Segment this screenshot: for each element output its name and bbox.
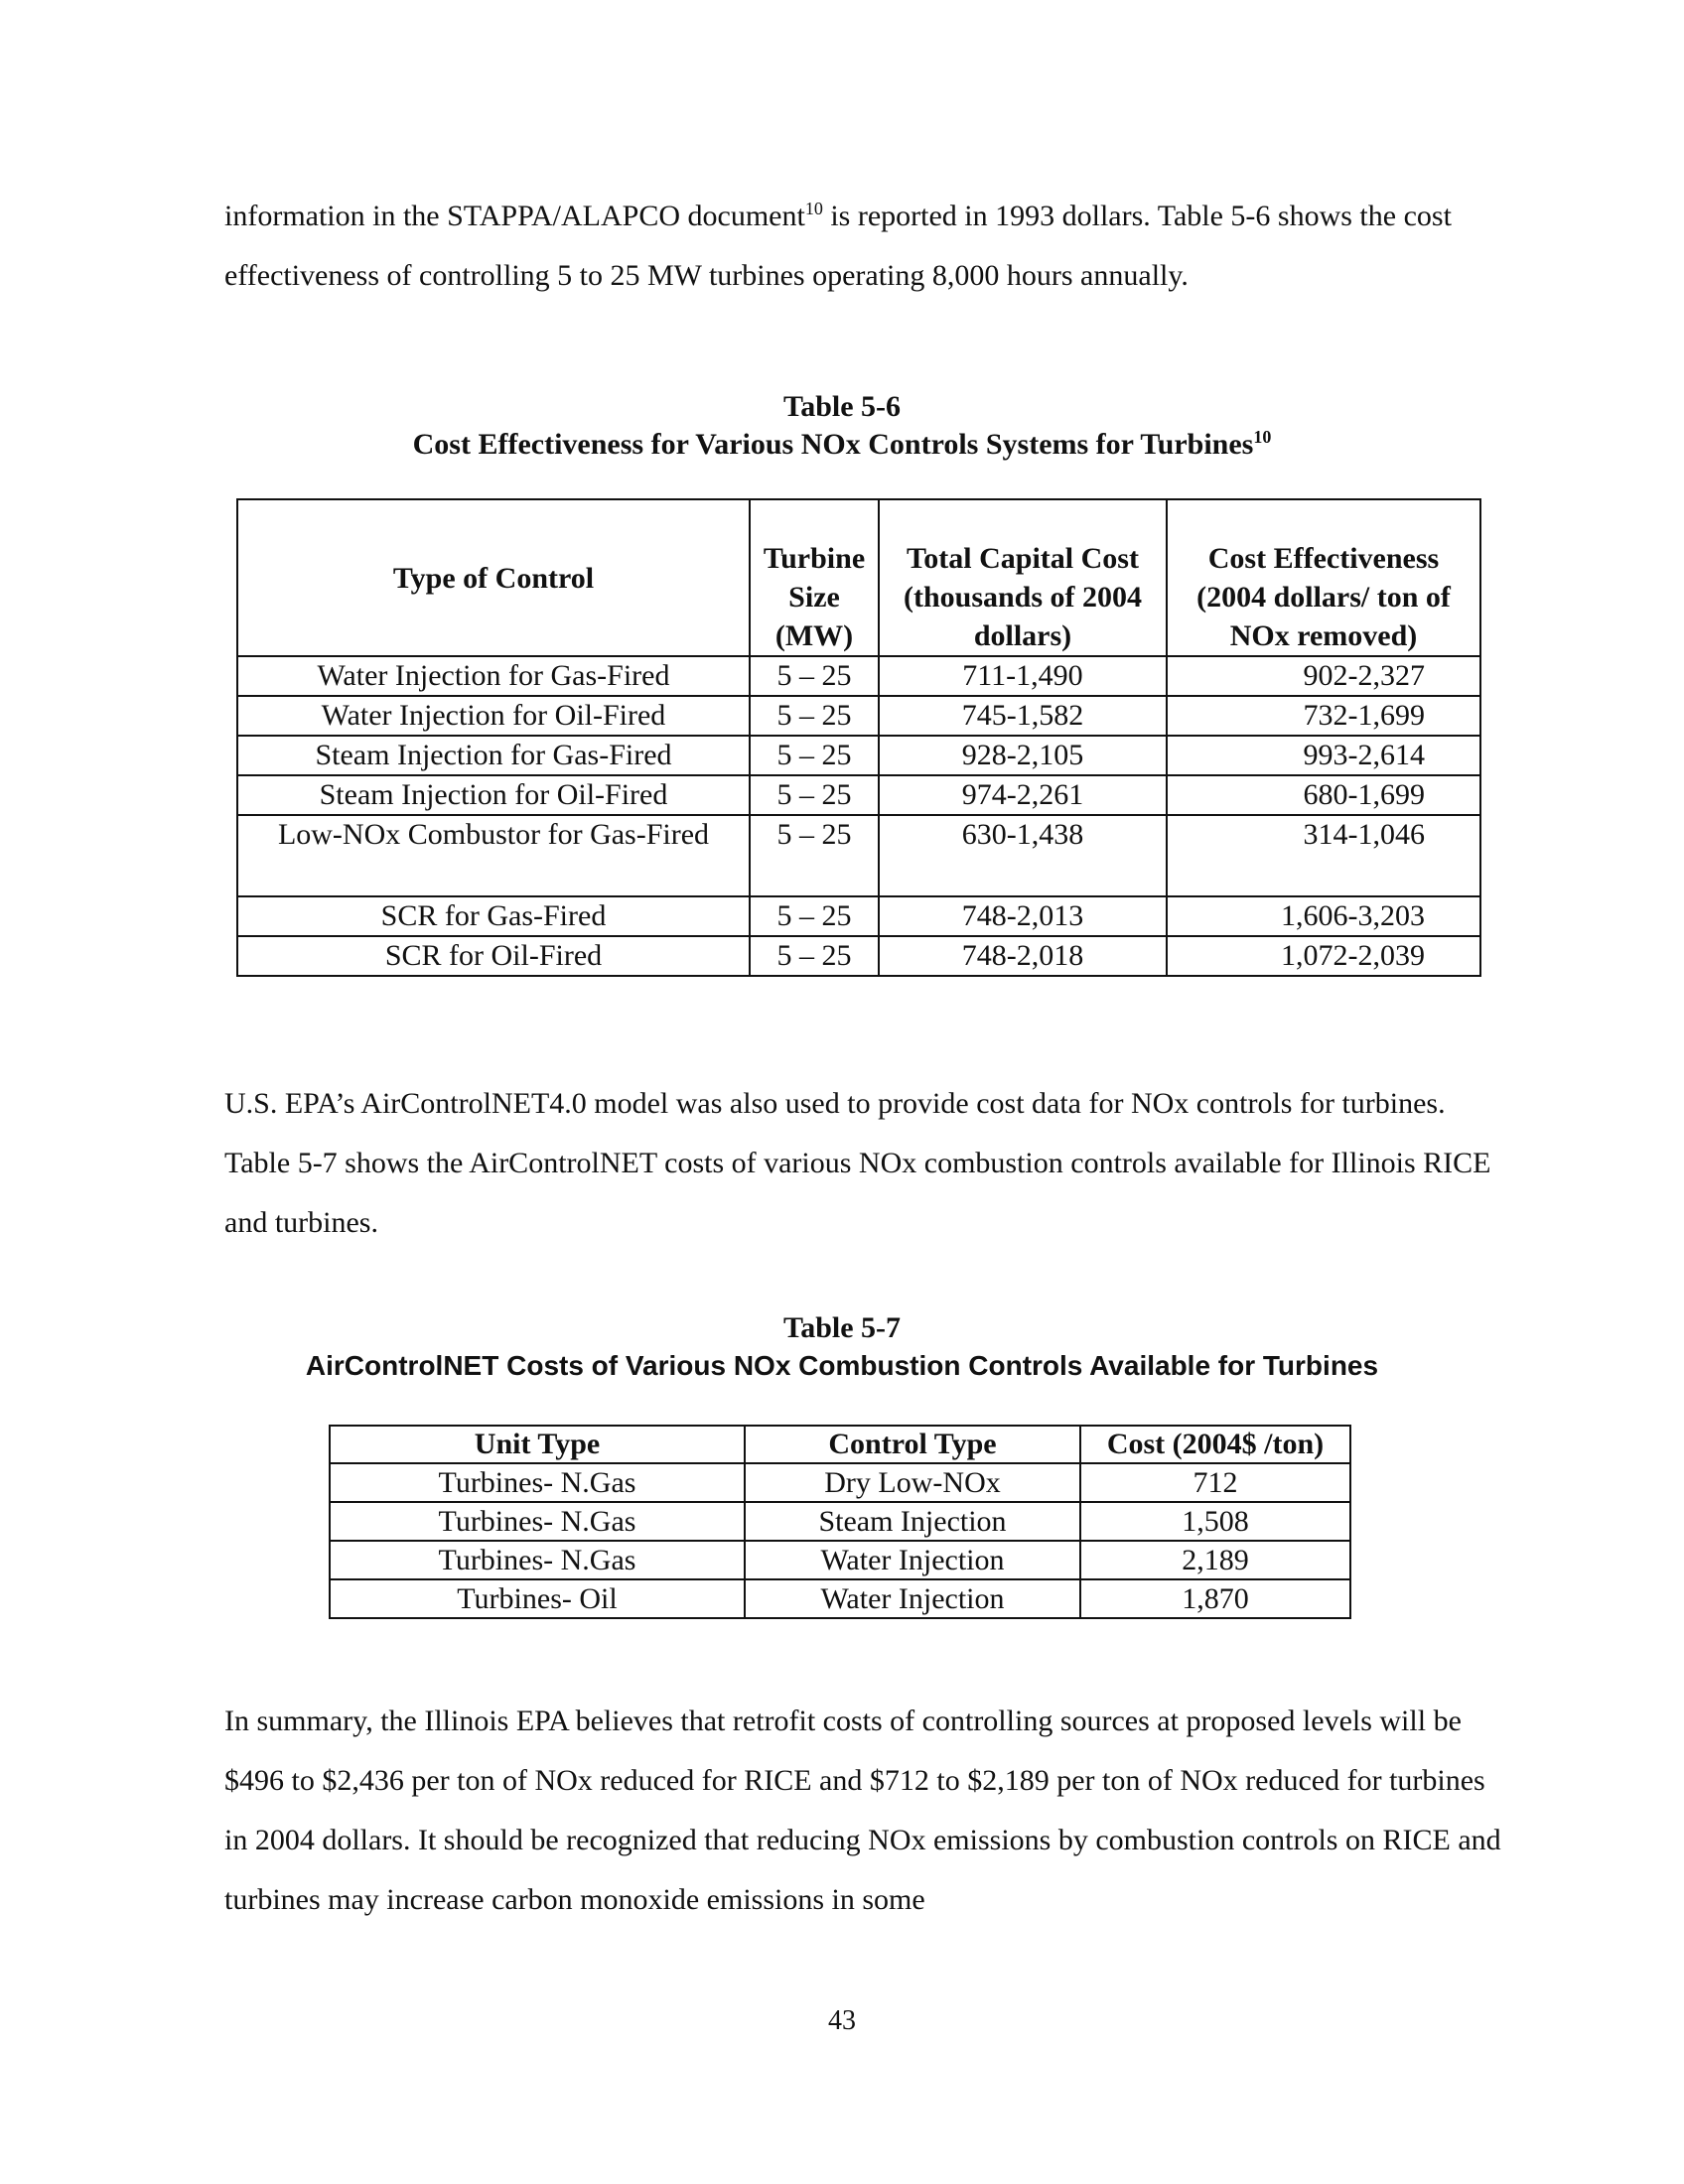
header-cost: Cost (2004$ /ton) — [1080, 1426, 1350, 1463]
table56-caption — [0, 388, 1684, 464]
cell-capital: 711-1,490 — [879, 656, 1167, 696]
cell-capital: 974-2,261 — [879, 775, 1167, 815]
cell-size: 5 – 25 — [750, 936, 879, 976]
cell-type: Steam Injection for Gas-Fired — [237, 736, 750, 775]
cell-control: Dry Low-NOx — [745, 1463, 1080, 1502]
cell-cost: 712 — [1080, 1463, 1350, 1502]
summary-paragraph: In summary, the Illinois EPA believes that retrofit costs of controlling sources at proposed levels will be $496 to $2,436 per ton of NOx reduced for RICE and $712 to $2,189 per ton of NOx reduced for turbines in 2004 dollars. It should be recognized that reducing NOx emissions by combustion controls on RICE and turbines may increase carbon monoxide emissions in some — [224, 1705, 1501, 1916]
intro-text-start: information in the STAPPA/ALAPCO document — [224, 200, 805, 232]
table56-label: Table 5-6 — [782, 390, 902, 423]
table-row — [237, 656, 1480, 696]
cell-control: Water Injection — [745, 1579, 1080, 1618]
cell-unit: Turbines- N.Gas — [330, 1502, 745, 1541]
table57 — [329, 1425, 1351, 1619]
cell-size: 5 – 25 — [750, 656, 879, 696]
table-row — [330, 1463, 1350, 1502]
intro-text-end: is reported in 1993 dollars. Table 5-6 shows the cost effectiveness of controlling 5 to 25 MW turbines operating 8,000 hours annually. — [224, 200, 1452, 292]
cell-capital: 748-2,013 — [879, 896, 1167, 936]
cell-unit: Turbines- N.Gas — [330, 1541, 745, 1579]
cell-unit: Turbines- Oil — [330, 1579, 745, 1618]
header-capital-cost: Total Capital Cost (thousands of 2004 dollars) — [879, 499, 1167, 656]
cell-control: Water Injection — [745, 1541, 1080, 1579]
cell-effectiveness: 1,606-3,203 — [1167, 896, 1480, 936]
table-row — [237, 736, 1480, 775]
table-row — [237, 896, 1480, 936]
table-row — [237, 936, 1480, 976]
header-type-of-control: Type of Control — [237, 499, 750, 656]
cell-cost: 2,189 — [1080, 1541, 1350, 1579]
table56 — [236, 498, 1481, 977]
cell-cost: 1,870 — [1080, 1579, 1350, 1618]
intro-paragraph — [224, 187, 1515, 306]
table-row — [330, 1502, 1350, 1541]
table56-title-footnote: 10 — [1253, 427, 1272, 447]
header-turbine-size: Turbine Size (MW) — [750, 499, 879, 656]
table56-header-row — [237, 499, 1480, 656]
cell-capital: 748-2,018 — [879, 936, 1167, 976]
cell-effectiveness: 314-1,046 — [1167, 815, 1480, 896]
cell-effectiveness: 902-2,327 — [1167, 656, 1480, 696]
cell-type: Water Injection for Oil-Fired — [237, 696, 750, 736]
cell-control: Steam Injection — [745, 1502, 1080, 1541]
header-unit-type: Unit Type — [330, 1426, 745, 1463]
table57-label: Table 5-7 — [782, 1311, 902, 1344]
cell-type: SCR for Gas-Fired — [237, 896, 750, 936]
table57-header-row — [330, 1426, 1350, 1463]
table57-caption — [0, 1309, 1684, 1385]
cell-type: Steam Injection for Oil-Fired — [237, 775, 750, 815]
cell-cost: 1,508 — [1080, 1502, 1350, 1541]
cell-size: 5 – 25 — [750, 896, 879, 936]
table-row — [237, 815, 1480, 896]
cell-size: 5 – 25 — [750, 815, 879, 896]
cell-capital: 928-2,105 — [879, 736, 1167, 775]
table56-title — [0, 426, 1684, 464]
page-number: 43 — [828, 2005, 856, 2036]
table56-title-text: Cost Effectiveness for Various NOx Controls Systems for Turbines — [412, 428, 1254, 461]
cell-type: Water Injection for Gas-Fired — [237, 656, 750, 696]
cell-size: 5 – 25 — [750, 696, 879, 736]
table-row — [237, 775, 1480, 815]
cell-capital: 630-1,438 — [879, 815, 1167, 896]
table57-title: AirControlNET Costs of Various NOx Combustion Controls Available for Turbines — [305, 1350, 1379, 1381]
cell-effectiveness: 680-1,699 — [1167, 775, 1480, 815]
table-row — [237, 696, 1480, 736]
cell-type: SCR for Oil-Fired — [237, 936, 750, 976]
cell-unit: Turbines- N.Gas — [330, 1463, 745, 1502]
header-control-type: Control Type — [745, 1426, 1080, 1463]
aircontrolnet-paragraph: U.S. EPA’s AirControlNET4.0 model was also used to provide cost data for NOx controls for turbines. Table 5-7 shows the AirControlNET costs of various NOx combustion controls available for Illinois RICE and turbines. — [224, 1087, 1491, 1239]
cell-size: 5 – 25 — [750, 775, 879, 815]
table-row — [330, 1579, 1350, 1618]
table-row — [330, 1541, 1350, 1579]
cell-effectiveness: 993-2,614 — [1167, 736, 1480, 775]
cell-effectiveness: 732-1,699 — [1167, 696, 1480, 736]
footnote-ref: 10 — [804, 199, 823, 218]
cell-capital: 745-1,582 — [879, 696, 1167, 736]
cell-effectiveness: 1,072-2,039 — [1167, 936, 1480, 976]
header-cost-effectiveness: Cost Effectiveness (2004 dollars/ ton of NOx removed) — [1167, 499, 1480, 656]
cell-type: Low-NOx Combustor for Gas-Fired — [237, 815, 750, 896]
cell-size: 5 – 25 — [750, 736, 879, 775]
